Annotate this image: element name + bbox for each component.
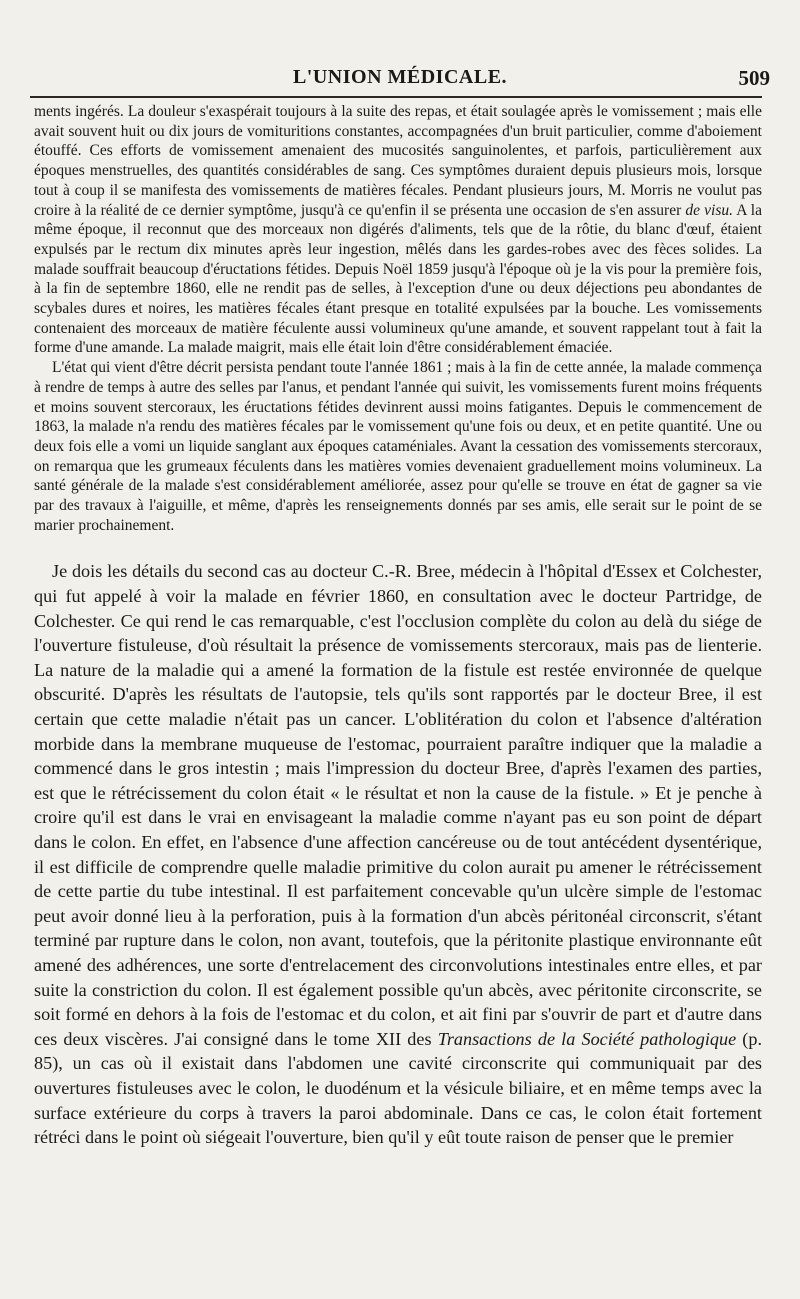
paragraph bbox=[34, 559, 762, 1149]
header-rule bbox=[30, 96, 762, 98]
paragraph-text: (p. 85), un cas où il existait dans l'abdomen une cavité circonscrite qui communiquait par des ouvertures fistuleuses avec le colon, le duodénum et la vésicule biliaire, et en même temps avec la surface extérieure du corps à travers la paroi abdominale. Dans ce cas, le colon était fortement rétréci dans le point où siégeait l'ouverture, bien qu'il y eût toute raison de penser que le premier bbox=[34, 1028, 762, 1148]
page-header bbox=[30, 66, 770, 96]
small-print-section bbox=[34, 102, 762, 535]
large-print-section bbox=[34, 559, 762, 1149]
running-title: L'UNION MÉDICALE. bbox=[292, 66, 508, 88]
paragraph-text: Je dois les détails du second cas au docteur C.-R. Bree, médecin à l'hôpital d'Essex et Colchester, qui fut appelé à voir la malade en février 1860, en consultation avec le docteur Partridge, de Colchester. Ce qui rend le cas remarquable, c'est l'occlusion complète du colon au delà du siége de l'ouverture fistuleuse, d'où résultait la présence de vomissements stercoraux, mais pas de lienterie. La nature de la maladie qui a amené la formation de la fistule est restée environnée de quelque obscurité. D'après les résultats de l'autopsie, tels qu'ils sont rapportés par le docteur Bree, il est certain que cette maladie n'était pas un cancer. L'oblitération du colon et l'absence d'altération morbide dans la membrane muqueuse de l'estomac, pourraient paraître indiquer que la maladie a commencé dans le gros intestin ; mais l'impression du docteur Bree, d'après l'examen des parties, est que le rétrécissement du colon était « le résultat et non la cause de la fistule. » Et je penche à croire qu'il est dans le vrai en envisageant la maladie comme n'ayant pas eu son point de départ dans le colon. En effet, en l'absence d'une affection cancéreuse ou de tout antécédent dysentérique, il est difficile de comprendre quelle maladie primitive du colon aurait pu amener le rétrécissement de cette partie du tube intestinal. Il est parfaitement concevable qu'un ulcère simple de l'estomac peut avoir donné lieu à la perforation, puis à la formation d'un abcès péritonéal circonscrit, s'étant terminé par rupture dans le colon, non avant, toutefois, que la péritonite plastique environnante eût amené des adhérences, une sorte d'entrelacement des circonvolutions intestinales entre elles, et par suite la constriction du colon. Il est également possible qu'un abcès, avec péritonite circonscrite, se soit formé en dehors à la fois de l'estomac et du colon, et ait fini par s'ouvrir de part et d'autre dans ces deux viscères. J'ai consigné dans le tome XII des bbox=[34, 561, 762, 1049]
paragraph: L'état qui vient d'être décrit persista pendant toute l'année 1861 ; mais à la fin de cette année, la malade commença à rendre de temps à autre des selles par l'anus, et pendant l'année qui suivit, les vomissements furent moins fréquents et moins souvent stercoraux, les éructations fétides devinrent aussi moins fatigantes. Depuis le commencement de 1863, la malade n'a rendu des matières fécales par le vomissement qu'une fois ou deux, et en petite quantité. Une ou deux fois elle a vomi un liquide sanglant aux époques cataméniales. Avant la cessation des vomissements stercoraux, on remarqua que les grumeaux féculents dans les matières vomies devenaient graduellement moins volumineux. La santé générale de la malade s'est considérablement améliorée, assez pour qu'elle se trouve en état de gagner sa vie par des travaux à l'aiguille, et même, d'après les renseignements donnés par ses amis, elle serait sur le point de se marier prochainement. bbox=[34, 359, 762, 534]
page-number: 509 bbox=[738, 66, 770, 90]
paragraph-text: A la même époque, il reconnut que des morceaux non digérés d'aliments, tels que de la rôtie, du blanc d'œuf, étaient expulsés par le rectum dix minutes après leur ingestion, mêlés dans les gardes-robes avec des fèces solides. La malade souffrait beaucoup d'éructations fétides. Depuis Noël 1859 jusqu'à l'époque où je la vis pour la première fois, à la fin de septembre 1860, elle ne rendit pas de selles, à l'exception d'une ou deux déjections peu abondantes de scybales dures et noires, les matières fécales étant presque en totalité expulsées par la bouche. Les vomissements contenaient des morceaux de matière féculente aussi volumineux qu'une amande, et souvent rappelant tout à fait la forme d'une amande. La malade maigrit, mais elle était loin d'être considérablement émaciée. bbox=[34, 201, 762, 357]
paragraph-text: ments ingérés. La douleur s'exaspérait toujours à la suite des repas, et était soulagée après le vomissement ; mais elle avait souvent huit ou dix jours de vomituritions constantes, accompagnées d'un bruit particulier, comme d'aboiement étouffé. Ces efforts de vomissement amenaient des mucosités sanguinolentes, et parfois, particulièrement aux époques menstruelles, des quantités considérables de sang. Ces symptômes duraient depuis plusieurs mois, lorsque tout à coup il se manifesta des vomissements de matières fécales. Pendant plusieurs jours, M. Morris ne voulut pas croire à la réalité de ce dernier symptôme, jusqu'à ce qu'enfin il se présenta une occasion de s'en assurer bbox=[34, 103, 762, 219]
italic-phrase: de visu. bbox=[685, 201, 734, 219]
body-text bbox=[34, 102, 762, 1150]
italic-title: Transactions de la Société pathologique bbox=[437, 1028, 737, 1049]
paragraph bbox=[34, 102, 762, 358]
